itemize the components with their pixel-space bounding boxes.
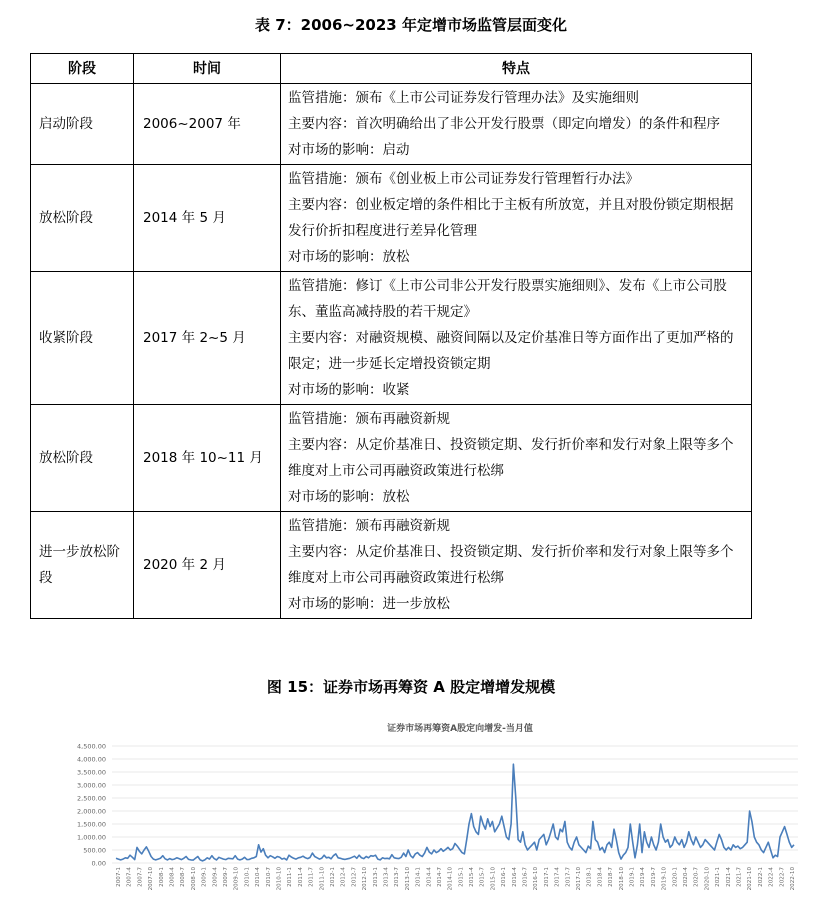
x-tick-label: 2013-4	[383, 867, 390, 887]
x-tick-label: 2021-1	[715, 867, 722, 887]
measure-text: 监管措施：颁布《上市公司证券发行管理办法》及实施细则	[288, 90, 639, 106]
x-tick-label: 2017-4	[554, 867, 561, 887]
x-tick-label: 2022-4	[768, 867, 775, 887]
content-text: 主要内容：对融资规模、融资间隔以及定价基准日等方面作出了更加严格的限定；进一步延长定增投资锁定期	[288, 330, 734, 372]
x-tick-label: 2015-4	[469, 867, 476, 887]
x-tick-label: 2007-10	[148, 867, 155, 891]
stage-cell: 放松阶段	[31, 165, 134, 272]
x-tick-label: 2007-7	[137, 867, 144, 887]
x-tick-label: 2018-7	[608, 867, 615, 887]
y-tick-label: 500.00	[83, 846, 106, 855]
stage-cell: 放松阶段	[31, 405, 134, 512]
header-stage: 阶段	[31, 54, 134, 84]
x-tick-label: 2021-7	[736, 867, 743, 887]
x-tick-label: 2011-10	[319, 867, 326, 891]
figure-title: 图 15：证券市场再筹资 A 股定增增发规模	[266, 678, 556, 696]
x-tick-label: 2008-1	[158, 867, 165, 887]
impact-text: 对市场的影响：放松	[288, 249, 410, 265]
table-row	[31, 165, 752, 272]
y-tick-label: 1,500.00	[77, 820, 106, 829]
impact-text: 对市场的影响：进一步放松	[288, 596, 450, 612]
stage-cell: 收紧阶段	[31, 272, 134, 405]
time-cell: 2017 年 2~5 月	[134, 272, 281, 405]
features-cell	[281, 165, 752, 272]
measure-text: 监管措施：颁布《创业板上市公司证券发行管理暂行办法》	[288, 171, 639, 187]
impact-text: 对市场的影响：放松	[288, 489, 410, 505]
regulation-table	[30, 53, 752, 619]
time-cell: 2006~2007 年	[134, 84, 281, 165]
stage-cell: 进一步放松阶段	[31, 512, 134, 619]
x-tick-label: 2012-10	[362, 867, 369, 891]
x-tick-label: 2012-7	[351, 867, 358, 887]
impact-text: 对市场的影响：收紧	[288, 382, 410, 398]
x-tick-label: 2007-4	[126, 867, 133, 887]
impact-text: 对市场的影响：启动	[288, 142, 410, 158]
x-tick-label: 2014-4	[426, 867, 433, 887]
x-tick-label: 2017-1	[543, 867, 550, 887]
y-tick-label: 2,500.00	[77, 794, 106, 803]
measure-text: 监管措施：颁布再融资新规	[288, 518, 450, 534]
y-tick-label: 0.00	[91, 859, 106, 868]
table-row	[31, 84, 752, 165]
measure-text: 监管措施：颁布再融资新规	[288, 411, 450, 427]
time-cell: 2018 年 10~11 月	[134, 405, 281, 512]
x-tick-label: 2022-1	[757, 867, 764, 887]
x-tick-label: 2021-10	[747, 867, 754, 891]
x-tick-label: 2018-1	[586, 867, 593, 887]
content-text: 主要内容：创业板定增的条件相比于主板有所放宽，并且对股份锁定期根据发行价折扣程度进行差异化管理	[288, 197, 734, 239]
x-tick-label: 2008-7	[180, 867, 187, 887]
x-tick-label: 2013-1	[372, 867, 379, 887]
content-text: 主要内容：从定价基准日、投资锁定期、发行折价率和发行对象上限等多个维度对上市公司再融资政策进行松绑	[288, 437, 734, 479]
time-cell: 2020 年 2 月	[134, 512, 281, 619]
y-tick-label: 4,000.00	[77, 755, 106, 764]
x-tick-label: 2013-10	[404, 867, 411, 891]
x-tick-label: 2007-1	[116, 867, 122, 887]
x-tick-label: 2019-4	[640, 867, 647, 887]
table-row	[31, 405, 752, 512]
x-tick-label: 2019-7	[650, 867, 657, 887]
x-tick-label: 2009-4	[212, 867, 219, 887]
y-tick-label: 2,000.00	[77, 807, 106, 816]
y-tick-label: 1,000.00	[77, 833, 106, 842]
x-tick-label: 2020-10	[704, 867, 711, 891]
features-cell	[281, 272, 752, 405]
features-cell	[281, 405, 752, 512]
x-tick-label: 2019-1	[629, 867, 636, 887]
x-tick-label: 2014-7	[436, 867, 443, 887]
content-text: 主要内容：首次明确给出了非公开发行股票（即定向增发）的条件和程序	[288, 116, 720, 132]
x-tick-label: 2010-7	[265, 867, 272, 887]
header-time: 时间	[134, 54, 281, 84]
x-tick-label: 2012-4	[340, 867, 347, 887]
x-tick-label: 2016-4	[511, 867, 518, 887]
x-tick-label: 2008-10	[190, 867, 197, 891]
table-header-row	[31, 54, 752, 84]
chart-title: 证券市场再筹资A股定向增发-当月值	[387, 724, 533, 734]
time-cell: 2014 年 5 月	[134, 165, 281, 272]
table-title: 表 7：2006~2023 年定增市场监管层面变化	[255, 16, 567, 34]
x-tick-label: 2019-10	[661, 867, 668, 891]
x-tick-label: 2013-7	[394, 867, 401, 887]
features-cell	[281, 84, 752, 165]
header-features: 特点	[281, 54, 752, 84]
x-tick-label: 2017-7	[565, 867, 572, 887]
y-tick-label: 3,000.00	[77, 781, 106, 790]
x-tick-label: 2018-10	[618, 867, 625, 891]
y-tick-label: 3,500.00	[77, 768, 106, 777]
stage-cell: 启动阶段	[31, 84, 134, 165]
x-tick-label: 2009-1	[201, 867, 208, 887]
x-tick-label: 2010-4	[255, 867, 262, 887]
x-tick-label: 2010-10	[276, 867, 283, 891]
table-row	[31, 272, 752, 405]
x-tick-label: 2021-4	[725, 867, 732, 887]
x-tick-label: 2015-7	[479, 867, 486, 887]
x-tick-label: 2014-10	[447, 867, 454, 891]
x-tick-label: 2015-1	[458, 867, 465, 887]
features-cell	[281, 512, 752, 619]
x-tick-label: 2020-4	[683, 867, 690, 887]
x-tick-label: 2017-10	[576, 867, 583, 891]
series-line	[116, 764, 794, 861]
x-tick-label: 2015-10	[490, 867, 497, 891]
line-chart	[60, 716, 802, 910]
x-tick-label: 2012-1	[329, 867, 336, 887]
x-tick-label: 2016-10	[533, 867, 540, 891]
content-text: 主要内容：从定价基准日、投资锁定期、发行折价率和发行对象上限等多个维度对上市公司再融资政策进行松绑	[288, 544, 734, 586]
y-tick-label: 4,500.00	[77, 742, 106, 751]
x-tick-label: 2009-7	[222, 867, 229, 887]
x-tick-label: 2011-4	[297, 867, 304, 887]
chart-container	[60, 716, 802, 910]
measure-text: 监管措施：修订《上市公司非公开发行股票实施细则》、发布《上市公司股东、董监高减持股的若干规定》	[288, 278, 727, 320]
x-tick-label: 2010-1	[244, 867, 251, 887]
x-tick-label: 2022-7	[779, 867, 786, 887]
x-tick-label: 2020-1	[672, 867, 679, 887]
x-tick-label: 2018-4	[597, 867, 604, 887]
x-tick-label: 2011-7	[308, 867, 315, 887]
x-tick-label: 2014-1	[415, 867, 422, 887]
x-tick-label: 2008-4	[169, 867, 176, 887]
x-tick-label: 2016-1	[501, 867, 508, 887]
x-tick-label: 2020-7	[693, 867, 700, 887]
x-tick-label: 2011-1	[287, 867, 294, 887]
x-tick-label: 2016-7	[522, 867, 529, 887]
x-tick-label: 2022-10	[790, 867, 796, 891]
table-row	[31, 512, 752, 619]
x-tick-label: 2009-10	[233, 867, 240, 891]
